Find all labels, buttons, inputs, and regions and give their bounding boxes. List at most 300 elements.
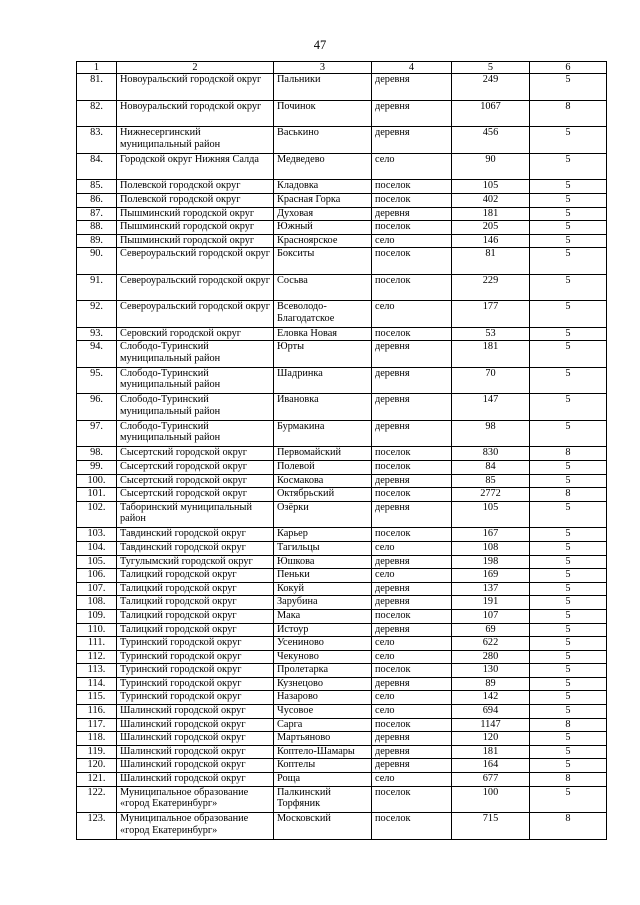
settlement-name: Кладовка: [274, 180, 372, 194]
table-row: [77, 528, 607, 542]
population-value: 167: [452, 528, 530, 542]
table-row: [77, 274, 607, 301]
table-row: [77, 74, 607, 101]
settlement-type: село: [372, 691, 452, 705]
table-row: [77, 248, 607, 275]
settlement-name: Сарга: [274, 718, 372, 732]
population-value: 81: [452, 248, 530, 275]
table-row: [77, 705, 607, 719]
category-code: 5: [530, 528, 607, 542]
district-name: Полевской городской округ: [117, 180, 274, 194]
row-number: 90.: [77, 248, 117, 275]
district-name: Слободо-Туринский муниципальный район: [117, 341, 274, 368]
category-code: 5: [530, 394, 607, 421]
settlement-type: деревня: [372, 127, 452, 154]
population-value: 677: [452, 773, 530, 787]
population-value: 137: [452, 582, 530, 596]
district-name: Слободо-Туринский муниципальный район: [117, 420, 274, 447]
category-code: 5: [530, 327, 607, 341]
settlement-name: Чекуново: [274, 650, 372, 664]
district-name: Новоуральский городской округ: [117, 74, 274, 101]
row-number: 94.: [77, 341, 117, 368]
row-number: 116.: [77, 705, 117, 719]
category-code: 5: [530, 194, 607, 208]
population-value: 120: [452, 732, 530, 746]
table-row: [77, 650, 607, 664]
settlement-name: Усениново: [274, 637, 372, 651]
settlement-name: Бокситы: [274, 248, 372, 275]
row-number: 95.: [77, 367, 117, 394]
table-row: [77, 555, 607, 569]
table-row: [77, 501, 607, 528]
district-name: Слободо-Туринский муниципальный район: [117, 394, 274, 421]
settlement-type: деревня: [372, 501, 452, 528]
district-name: Слободо-Туринский муниципальный район: [117, 367, 274, 394]
district-name: Тавдинский городской округ: [117, 528, 274, 542]
row-number: 88.: [77, 221, 117, 235]
category-code: 5: [530, 180, 607, 194]
category-code: 5: [530, 234, 607, 248]
settlement-name: Истоур: [274, 623, 372, 637]
row-number: 106.: [77, 569, 117, 583]
row-number: 113.: [77, 664, 117, 678]
row-number: 109.: [77, 609, 117, 623]
table-row: [77, 732, 607, 746]
settlement-type: поселок: [372, 664, 452, 678]
category-code: 5: [530, 207, 607, 221]
header-cell: 5: [452, 62, 530, 74]
row-number: 83.: [77, 127, 117, 154]
table-row: [77, 569, 607, 583]
settlement-type: поселок: [372, 718, 452, 732]
settlement-type: село: [372, 637, 452, 651]
district-name: Пышминский городской округ: [117, 234, 274, 248]
population-value: 191: [452, 596, 530, 610]
row-number: 97.: [77, 420, 117, 447]
population-value: 69: [452, 623, 530, 637]
settlement-name: Тагильцы: [274, 541, 372, 555]
settlement-name: Полевой: [274, 461, 372, 475]
population-value: 98: [452, 420, 530, 447]
settlement-type: село: [372, 705, 452, 719]
settlement-name: Васькино: [274, 127, 372, 154]
population-value: 100: [452, 786, 530, 813]
settlement-type: деревня: [372, 207, 452, 221]
district-name: Муниципальное образование «город Екатеринбург»: [117, 813, 274, 840]
table-row: [77, 221, 607, 235]
table-row: [77, 773, 607, 787]
district-name: Шалинский городской округ: [117, 759, 274, 773]
settlement-name: Пеньки: [274, 569, 372, 583]
district-name: Пышминский городской округ: [117, 221, 274, 235]
population-value: 85: [452, 474, 530, 488]
population-value: 169: [452, 569, 530, 583]
district-name: Туринский городской округ: [117, 637, 274, 651]
population-value: 130: [452, 664, 530, 678]
population-value: 1067: [452, 100, 530, 127]
table-row: [77, 677, 607, 691]
category-code: 5: [530, 248, 607, 275]
district-name: Североуральский городской округ: [117, 301, 274, 328]
population-value: 146: [452, 234, 530, 248]
row-number: 108.: [77, 596, 117, 610]
table-row: [77, 623, 607, 637]
category-code: 5: [530, 637, 607, 651]
table-row: [77, 100, 607, 127]
settlement-type: село: [372, 234, 452, 248]
row-number: 107.: [77, 582, 117, 596]
category-code: 5: [530, 623, 607, 637]
settlement-type: деревня: [372, 596, 452, 610]
header-cell: 3: [274, 62, 372, 74]
settlement-type: деревня: [372, 367, 452, 394]
population-value: 181: [452, 745, 530, 759]
header-cell: 6: [530, 62, 607, 74]
header-cell: 2: [117, 62, 274, 74]
settlement-type: поселок: [372, 327, 452, 341]
table-row: [77, 194, 607, 208]
settlement-name: Космакова: [274, 474, 372, 488]
category-code: 8: [530, 813, 607, 840]
row-number: 111.: [77, 637, 117, 651]
settlement-type: село: [372, 541, 452, 555]
table-row: [77, 301, 607, 328]
population-value: 830: [452, 447, 530, 461]
district-name: Новоуральский городской округ: [117, 100, 274, 127]
settlement-name: Чусовое: [274, 705, 372, 719]
row-number: 112.: [77, 650, 117, 664]
table-body: [77, 74, 607, 839]
category-code: 8: [530, 100, 607, 127]
district-name: Городской округ Нижняя Салда: [117, 153, 274, 180]
table-row: [77, 718, 607, 732]
settlement-type: село: [372, 569, 452, 583]
table-row: [77, 664, 607, 678]
settlement-type: поселок: [372, 248, 452, 275]
category-code: 5: [530, 541, 607, 555]
category-code: 5: [530, 274, 607, 301]
table-row: [77, 541, 607, 555]
header-cell: 4: [372, 62, 452, 74]
category-code: 5: [530, 367, 607, 394]
category-code: 5: [530, 705, 607, 719]
table-row: [77, 461, 607, 475]
table-row: [77, 691, 607, 705]
district-name: Шалинский городской округ: [117, 745, 274, 759]
district-name: Сысертский городской округ: [117, 474, 274, 488]
category-code: 5: [530, 461, 607, 475]
population-value: 205: [452, 221, 530, 235]
row-number: 117.: [77, 718, 117, 732]
settlement-name: Шадринка: [274, 367, 372, 394]
row-number: 105.: [77, 555, 117, 569]
row-number: 115.: [77, 691, 117, 705]
row-number: 114.: [77, 677, 117, 691]
settlement-name: Озёрки: [274, 501, 372, 528]
row-number: 110.: [77, 623, 117, 637]
district-name: Туринский городской округ: [117, 691, 274, 705]
settlement-name: Пальники: [274, 74, 372, 101]
settlement-type: деревня: [372, 555, 452, 569]
category-code: 5: [530, 555, 607, 569]
settlement-type: поселок: [372, 194, 452, 208]
category-code: 5: [530, 609, 607, 623]
table-row: [77, 127, 607, 154]
settlement-name: Коптело-Шамары: [274, 745, 372, 759]
district-name: Серовский городской округ: [117, 327, 274, 341]
population-value: 249: [452, 74, 530, 101]
row-number: 99.: [77, 461, 117, 475]
category-code: 5: [530, 745, 607, 759]
settlement-type: деревня: [372, 100, 452, 127]
settlement-type: село: [372, 153, 452, 180]
category-code: 5: [530, 127, 607, 154]
row-number: 123.: [77, 813, 117, 840]
row-number: 121.: [77, 773, 117, 787]
district-name: Шалинский городской округ: [117, 718, 274, 732]
row-number: 122.: [77, 786, 117, 813]
population-value: 456: [452, 127, 530, 154]
settlement-name: Роща: [274, 773, 372, 787]
category-code: 5: [530, 501, 607, 528]
population-value: 177: [452, 301, 530, 328]
population-value: 198: [452, 555, 530, 569]
category-code: 5: [530, 596, 607, 610]
settlement-name: Мартьяново: [274, 732, 372, 746]
settlement-name: Духовая: [274, 207, 372, 221]
district-name: Муниципальное образование «город Екатеринбург»: [117, 786, 274, 813]
population-value: 694: [452, 705, 530, 719]
settlement-type: деревня: [372, 582, 452, 596]
table-row: [77, 488, 607, 502]
settlement-name: Еловка Новая: [274, 327, 372, 341]
row-number: 87.: [77, 207, 117, 221]
row-number: 92.: [77, 301, 117, 328]
population-value: 142: [452, 691, 530, 705]
district-name: Талицкий городской округ: [117, 596, 274, 610]
population-value: 84: [452, 461, 530, 475]
table-row: [77, 759, 607, 773]
district-name: Пышминский городской округ: [117, 207, 274, 221]
row-number: 89.: [77, 234, 117, 248]
population-value: 2772: [452, 488, 530, 502]
category-code: 5: [530, 341, 607, 368]
settlement-type: деревня: [372, 759, 452, 773]
category-code: 8: [530, 773, 607, 787]
settlement-name: Назарово: [274, 691, 372, 705]
population-value: 147: [452, 394, 530, 421]
district-name: Таборинский муниципальный район: [117, 501, 274, 528]
row-number: 100.: [77, 474, 117, 488]
district-name: Тугулымский городской округ: [117, 555, 274, 569]
header-cell: 1: [77, 62, 117, 74]
district-name: Североуральский городской округ: [117, 248, 274, 275]
district-name: Талицкий городской округ: [117, 569, 274, 583]
row-number: 102.: [77, 501, 117, 528]
population-value: 53: [452, 327, 530, 341]
population-value: 1147: [452, 718, 530, 732]
table-row: [77, 637, 607, 651]
population-value: 89: [452, 677, 530, 691]
row-number: 82.: [77, 100, 117, 127]
category-code: 5: [530, 474, 607, 488]
settlement-name: Зарубина: [274, 596, 372, 610]
table-row: [77, 582, 607, 596]
district-name: Тавдинский городской округ: [117, 541, 274, 555]
settlement-name: Ивановка: [274, 394, 372, 421]
row-number: 84.: [77, 153, 117, 180]
row-number: 96.: [77, 394, 117, 421]
settlement-type: поселок: [372, 786, 452, 813]
table-row: [77, 234, 607, 248]
population-value: 90: [452, 153, 530, 180]
settlement-type: поселок: [372, 488, 452, 502]
settlement-type: поселок: [372, 528, 452, 542]
settlement-type: поселок: [372, 447, 452, 461]
row-number: 103.: [77, 528, 117, 542]
settlement-type: деревня: [372, 420, 452, 447]
settlement-type: поселок: [372, 813, 452, 840]
settlement-name: Бурмакина: [274, 420, 372, 447]
category-code: 5: [530, 786, 607, 813]
settlement-type: деревня: [372, 341, 452, 368]
population-value: 622: [452, 637, 530, 651]
settlement-name: Южный: [274, 221, 372, 235]
district-name: Сысертский городской округ: [117, 461, 274, 475]
category-code: 5: [530, 420, 607, 447]
category-code: 5: [530, 650, 607, 664]
table-row: [77, 745, 607, 759]
settlement-name: Октябрьский: [274, 488, 372, 502]
row-number: 101.: [77, 488, 117, 502]
settlement-type: деревня: [372, 394, 452, 421]
table-row: [77, 813, 607, 840]
population-value: 105: [452, 501, 530, 528]
settlements-table: [76, 61, 607, 840]
settlement-name: Медведево: [274, 153, 372, 180]
district-name: Туринский городской округ: [117, 650, 274, 664]
settlement-name: Пролетарка: [274, 664, 372, 678]
settlement-name: Карьер: [274, 528, 372, 542]
category-code: 5: [530, 664, 607, 678]
table-row: [77, 327, 607, 341]
district-name: Талицкий городской округ: [117, 623, 274, 637]
category-code: 8: [530, 447, 607, 461]
table-header-row: [77, 62, 607, 74]
settlement-name: Юшкова: [274, 555, 372, 569]
table-row: [77, 207, 607, 221]
population-value: 107: [452, 609, 530, 623]
settlement-name: Красная Горка: [274, 194, 372, 208]
settlement-type: деревня: [372, 74, 452, 101]
settlement-type: село: [372, 773, 452, 787]
row-number: 118.: [77, 732, 117, 746]
settlement-type: село: [372, 650, 452, 664]
population-value: 108: [452, 541, 530, 555]
settlement-name: Палкинский Торфяник: [274, 786, 372, 813]
category-code: 5: [530, 153, 607, 180]
table-row: [77, 786, 607, 813]
settlement-type: деревня: [372, 623, 452, 637]
category-code: 5: [530, 759, 607, 773]
settlement-type: деревня: [372, 474, 452, 488]
settlement-name: Всеволодо-Благодатское: [274, 301, 372, 328]
table-row: [77, 420, 607, 447]
settlement-name: Мака: [274, 609, 372, 623]
district-name: Талицкий городской округ: [117, 609, 274, 623]
category-code: 5: [530, 732, 607, 746]
table-row: [77, 447, 607, 461]
population-value: 402: [452, 194, 530, 208]
category-code: 5: [530, 677, 607, 691]
category-code: 8: [530, 488, 607, 502]
settlement-type: село: [372, 301, 452, 328]
settlement-name: Кокуй: [274, 582, 372, 596]
table-row: [77, 474, 607, 488]
population-value: 105: [452, 180, 530, 194]
settlement-type: поселок: [372, 609, 452, 623]
settlement-type: деревня: [372, 732, 452, 746]
settlement-type: деревня: [372, 745, 452, 759]
category-code: 5: [530, 691, 607, 705]
row-number: 119.: [77, 745, 117, 759]
table-row: [77, 180, 607, 194]
category-code: 5: [530, 301, 607, 328]
population-value: 229: [452, 274, 530, 301]
table-row: [77, 367, 607, 394]
district-name: Шалинский городской округ: [117, 732, 274, 746]
page-number: 47: [313, 38, 327, 52]
district-name: Туринский городской округ: [117, 664, 274, 678]
category-code: 5: [530, 221, 607, 235]
row-number: 93.: [77, 327, 117, 341]
row-number: 120.: [77, 759, 117, 773]
settlement-type: поселок: [372, 274, 452, 301]
settlement-name: Московский: [274, 813, 372, 840]
settlement-name: Починок: [274, 100, 372, 127]
population-value: 70: [452, 367, 530, 394]
settlement-type: деревня: [372, 677, 452, 691]
settlement-name: Кузнецово: [274, 677, 372, 691]
table-row: [77, 341, 607, 368]
settlement-name: Сосьва: [274, 274, 372, 301]
category-code: 5: [530, 582, 607, 596]
district-name: Шалинский городской округ: [117, 773, 274, 787]
district-name: Туринский городской округ: [117, 677, 274, 691]
district-name: Североуральский городской округ: [117, 274, 274, 301]
row-number: 86.: [77, 194, 117, 208]
district-name: Нижнесергинский муниципальный район: [117, 127, 274, 154]
district-name: Сысертский городской округ: [117, 488, 274, 502]
settlement-name: Юрты: [274, 341, 372, 368]
district-name: Талицкий городской округ: [117, 582, 274, 596]
table-row: [77, 596, 607, 610]
settlement-name: Красноярское: [274, 234, 372, 248]
population-value: 181: [452, 207, 530, 221]
settlement-type: поселок: [372, 461, 452, 475]
category-code: 5: [530, 569, 607, 583]
settlement-name: Первомайский: [274, 447, 372, 461]
table-row: [77, 609, 607, 623]
settlement-name: Коптелы: [274, 759, 372, 773]
settlement-type: поселок: [372, 221, 452, 235]
population-value: 181: [452, 341, 530, 368]
district-name: Сысертский городской округ: [117, 447, 274, 461]
population-value: 715: [452, 813, 530, 840]
category-code: 5: [530, 74, 607, 101]
table-row: [77, 153, 607, 180]
row-number: 104.: [77, 541, 117, 555]
